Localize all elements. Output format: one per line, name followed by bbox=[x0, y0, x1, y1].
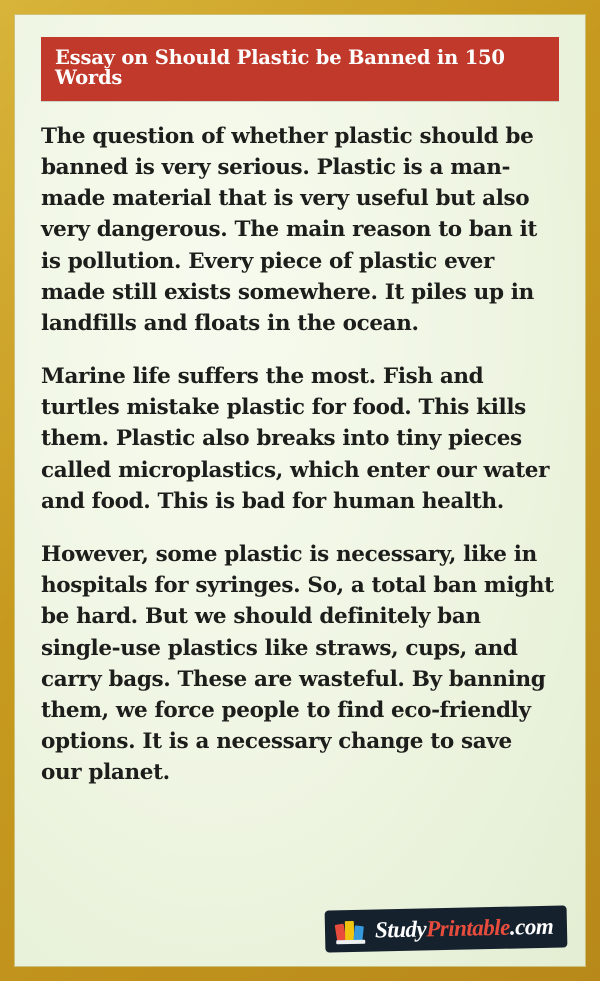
essay-body bbox=[41, 121, 559, 788]
essay-paragraph-2: Marine life suffers the most. Fish and turtles mistake plastic for food. This kills them. Plastic also breaks into tiny pieces called microplastics, which enter our water and food. This is bad for human health. bbox=[41, 364, 550, 514]
brand-wordmark bbox=[375, 914, 554, 944]
stacked-books-icon bbox=[336, 918, 367, 945]
page-title: Essay on Should Plastic be Banned in 150 Words bbox=[41, 37, 559, 101]
brand-name-com: .com bbox=[509, 913, 554, 940]
brand-name-printable: Printable bbox=[425, 914, 510, 942]
essay-paragraph-1: The question of whether plastic should be banned is very serious. Plastic is a man-made material that is very useful but also very dangerous. The main reason to ban it is pollution. Every piece of plastic ever made still exists somewhere. It piles up in landfills and floats in the ocean. bbox=[41, 123, 538, 336]
essay-paragraph-3: However, some plastic is necessary, like in hospitals for syringes. So, a total ban might be hard. But we should definitely ban single-use plastics like straws, cups, and carry bags. These are wasteful. By banning them, we force people to find eco-friendly options. It is a necessary change to save our planet. bbox=[41, 542, 554, 786]
brand-name-study: Study bbox=[374, 916, 427, 943]
brand-badge[interactable] bbox=[324, 905, 567, 952]
essay-sheet bbox=[14, 14, 586, 967]
